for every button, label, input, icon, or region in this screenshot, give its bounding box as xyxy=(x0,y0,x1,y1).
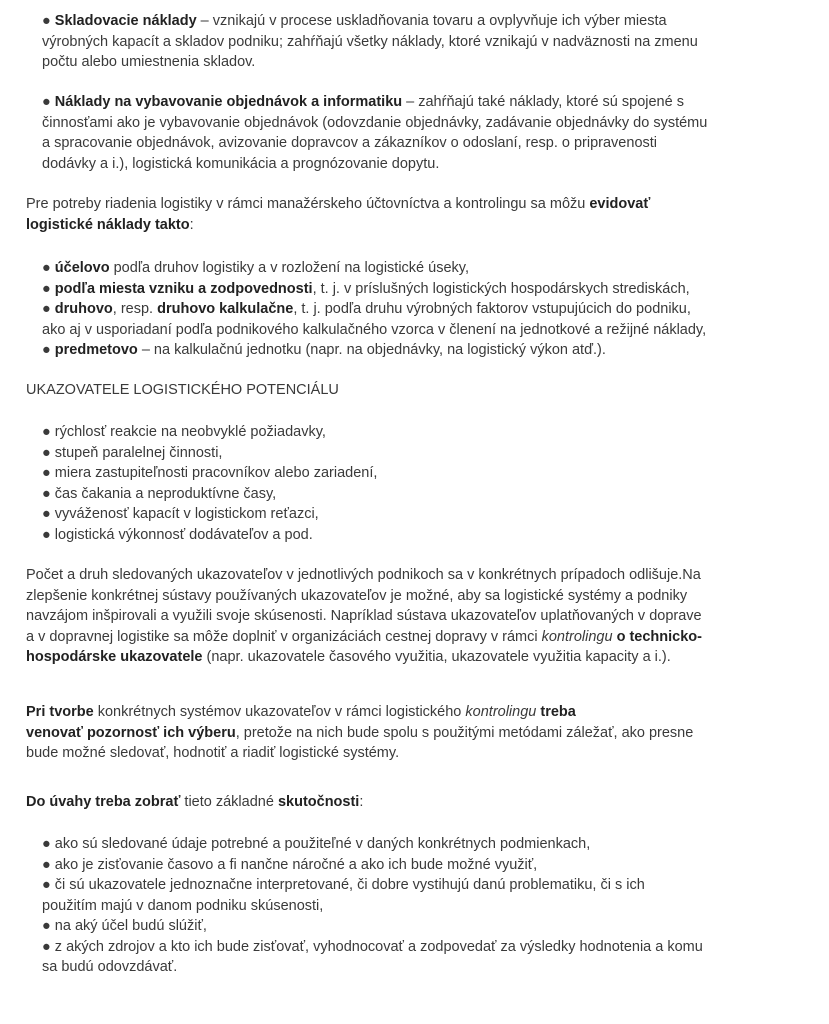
text: , t. j. podľa druhu výrobných faktorov vstupujúcich do podniku, xyxy=(293,301,691,317)
text-line: navzájom inšpirovali a využili svoje skúsenosti. Napríklad sústava ukazovateľov uplatňovaných v doprave xyxy=(26,608,702,624)
paragraph-cost-evidence xyxy=(26,194,816,235)
term-order-costs: Náklady na vybavovanie objednávok a informatiku xyxy=(54,94,403,110)
bold-text: venovať pozornosť ich výberu xyxy=(26,724,236,741)
bold-text: hospodárske ukazovatele xyxy=(26,649,203,665)
text: : xyxy=(359,794,364,810)
paragraph-indicator-count xyxy=(26,565,816,668)
text: , resp. xyxy=(112,301,158,317)
bold-text: predmetovo xyxy=(54,342,138,358)
list-item: ● na aký účel budú slúžiť, xyxy=(42,918,207,934)
bold-text: účelovo xyxy=(54,260,110,276)
italic-text: kontrolingu xyxy=(541,628,613,645)
bold-text: druhovo kalkulačne xyxy=(157,301,294,317)
list-item xyxy=(42,299,816,320)
text: Pre potreby riadenia logistiky v rámci manažérskeho účtovníctva a kontrolingu sa môžu xyxy=(26,196,590,212)
list-item xyxy=(42,258,816,279)
text: tieto základné xyxy=(180,794,278,810)
text-line: činnosťami ako je vybavovanie objednávok (odovzdanie objednávky, zadávanie objednávky do systému xyxy=(42,114,708,131)
list-item: ● z akých zdrojov a kto ich bude zisťovať, vyhodnocovať a zodpovedať za výsledky hodnotenia a komu xyxy=(42,938,703,955)
text: – zahŕňajú také náklady, ktoré sú spojené s xyxy=(402,94,684,110)
bullet: ● xyxy=(42,280,51,297)
bold-text: skutočnosti xyxy=(277,794,360,810)
list-item: ● vyváženosť kapacít v logistickom reťazci, xyxy=(42,506,319,522)
bold-text: Pri tvorbe xyxy=(26,704,94,720)
text-line: zlepšenie konkrétnej sústavy používaných ukazovateľov je možné, aby sa logistické systémy a podniky xyxy=(26,587,688,604)
list-item: ● čas čakania a neproduktívne časy, xyxy=(42,485,277,502)
list-item: ● stupeň paralelnej činnosti, xyxy=(42,444,223,461)
text-line: výrobných kapacít a skladov podniku; zahŕňajú všetky náklady, ktoré vznikajú v nadväznosti na zmenu xyxy=(42,33,698,50)
text: , t. j. v príslušných logistických hospodárskych strediskách, xyxy=(312,280,690,297)
facts-list xyxy=(42,834,816,978)
bullet: ● xyxy=(42,260,51,276)
section-heading: UKAZOVATELE LOGISTICKÉHO POTENCIÁLU xyxy=(26,382,339,398)
text: – vznikajú v procese uskladňovania tovaru a ovplyvňuje ich výber miesta xyxy=(196,13,667,29)
text: a v dopravnej logistike sa môže doplniť v organizáciách cestnej dopravy v rámci xyxy=(26,628,542,645)
paragraph-consider xyxy=(26,792,816,813)
list-item: ● miera zastupiteľnosti pracovníkov alebo zariadení, xyxy=(42,465,378,481)
text-line: a spracovanie objednávok, avizovanie dopravcov a zákazníkov o odoslaní, resp. o pripravenosti xyxy=(42,135,658,151)
text-line: počtu alebo umiestnenia skladov. xyxy=(42,54,256,70)
bullet: ● xyxy=(42,342,51,358)
text: – na kalkulačnú jednotku (napr. na objednávky, na logistický výkon atď.). xyxy=(137,342,606,358)
text-line: dodávky a i.), logistická komunikácia a prognózovanie dopytu. xyxy=(42,155,440,172)
bold-text: podľa miesta vzniku a zodpovednosti xyxy=(54,280,313,297)
bold-text: druhovo xyxy=(54,301,113,317)
bullet: ● xyxy=(42,13,51,29)
paragraph-system-creation xyxy=(26,702,816,764)
bold-text: treba xyxy=(536,704,576,720)
list-item: ● ako je zisťovanie časovo a fi nančne náročné a ako ich bude možné využiť, xyxy=(42,856,538,873)
text-line: sa budú odovzdávať. xyxy=(42,959,178,975)
text: konkrétnych systémov ukazovateľov v rámci logistického xyxy=(93,704,466,720)
bold-text: o technicko- xyxy=(612,628,702,645)
list-item: ● ako sú sledované údaje potrebné a použiteľné v daných konkrétnych podmienkach, xyxy=(42,836,591,852)
text-line: ako aj v usporiadaní podľa podnikového kalkulačného vzorca v členení na jednotkové a režijné náklady, xyxy=(42,321,707,338)
paragraph-order-costs xyxy=(42,92,816,174)
bullet: ● xyxy=(42,94,51,110)
italic-text: kontrolingu xyxy=(465,704,537,720)
bold-text: Do úvahy treba zobrať xyxy=(26,794,181,810)
paragraph-storage-costs xyxy=(42,11,816,73)
bold-text: logistické náklady takto xyxy=(26,216,190,233)
text-line: Počet a druh sledovaných ukazovateľov v jednotlivých podnikoch sa v konkrétnych prípadoch odlišuje.Na xyxy=(26,567,701,583)
text-line: bude možné sledovať, hodnotiť a riadiť logistické systémy. xyxy=(26,745,400,761)
text: : xyxy=(189,216,194,233)
term-storage-costs: Skladovacie náklady xyxy=(54,13,197,29)
list-item xyxy=(42,279,816,300)
bullet: ● xyxy=(42,301,51,317)
text: (napr. ukazovatele časového využitia, ukazovatele využitia kapacity a i.). xyxy=(202,649,671,665)
potential-indicators-list xyxy=(42,422,816,545)
text-line: použitím majú v danom podniku skúsenosti, xyxy=(42,897,324,914)
cost-categories-list xyxy=(42,258,816,361)
list-item: ● logistická výkonnosť dodávateľov a pod. xyxy=(42,526,313,543)
text: podľa druhov logistiky a v rozložení na logistické úseky, xyxy=(109,260,469,276)
bold-text: evidovať xyxy=(589,196,651,212)
list-item xyxy=(42,340,816,361)
list-item: ● či sú ukazovatele jednoznačne interpretované, či dobre vystihujú danú problematiku, či s ich xyxy=(42,877,645,893)
text: , pretože na nich bude spolu s použitými metódami záležať, ako presne xyxy=(235,724,694,741)
list-item: ● rýchlosť reakcie na neobvyklé požiadavky, xyxy=(42,424,326,440)
